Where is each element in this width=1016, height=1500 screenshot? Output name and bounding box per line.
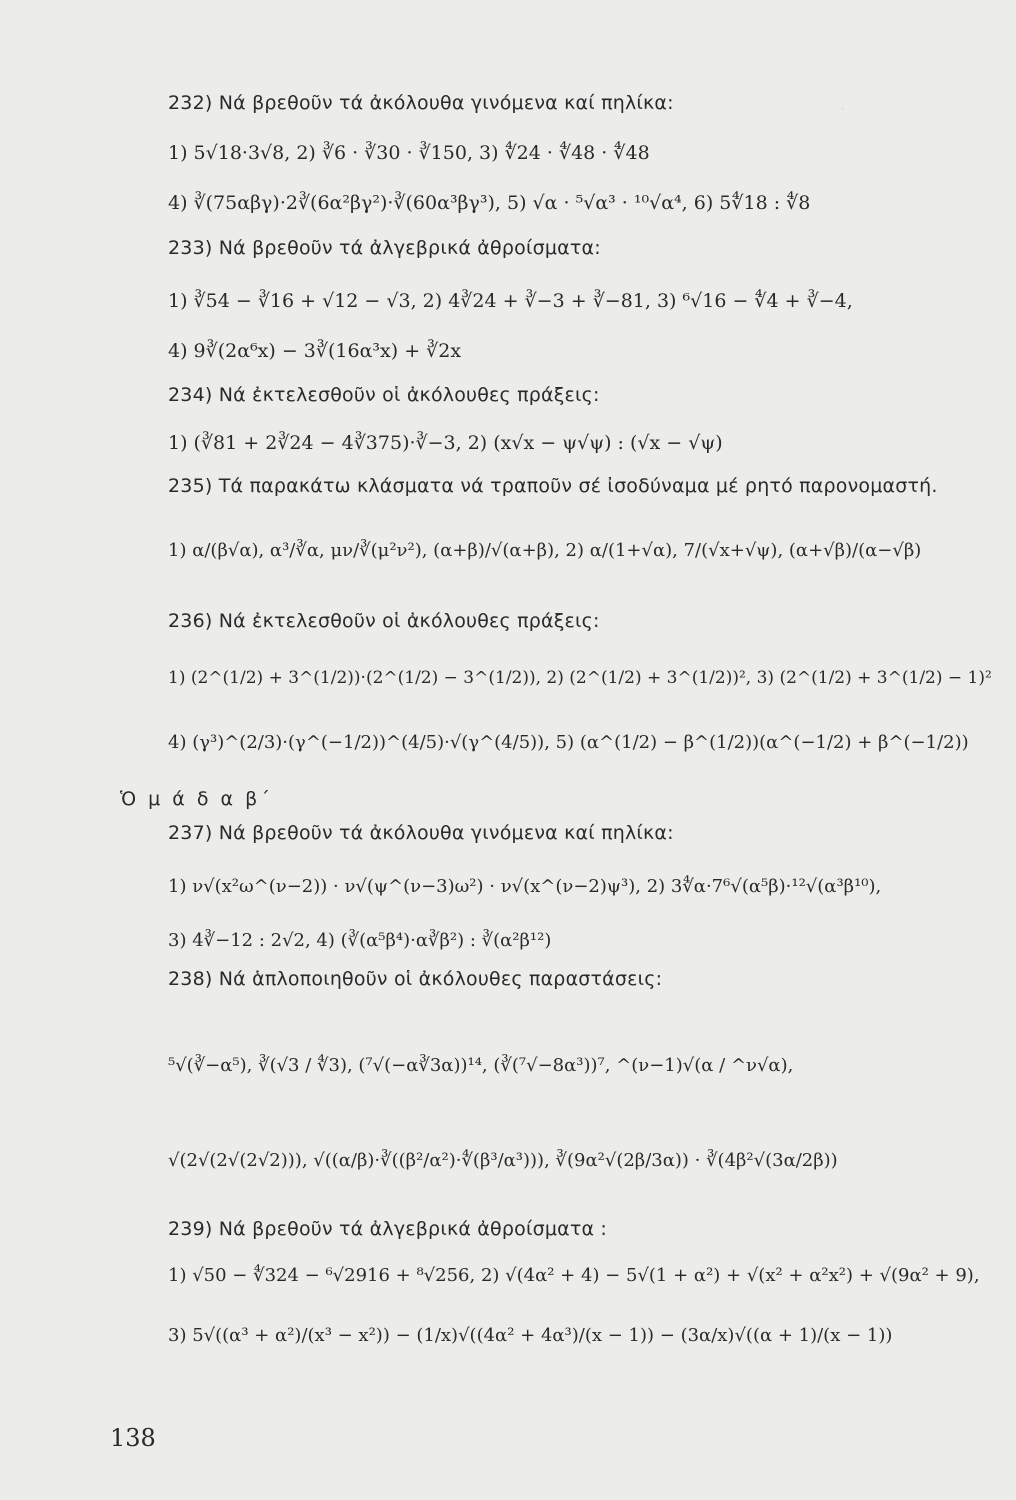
page-number: 138: [110, 1424, 156, 1452]
exercise-233-line-1: 1) ∛54 − ∛16 + √12 − √3, 2) 4∛24 + ∛−3 + ∛−81, 3) ⁶√16 − ∜4 + ∛−4,: [168, 290, 853, 312]
exercise-237-line-1: 1) ν√(x²ω^(ν−2)) · ν√(ψ^(ν−3)ω²) · ν√(x^(ν−2)ψ³), 2) 3∜α·7⁶√(α⁵β)·¹²√(α³β¹⁰),: [168, 876, 882, 897]
exercise-232-heading: 232) Νά βρεθοῦν τά ἀκόλουθα γινόμενα καί πηλίκα:: [168, 92, 674, 114]
exercise-239-line-1: 1) √50 − ∜324 − ⁶√2916 + ⁸√256, 2) √(4α² + 4) − 5√(1 + α²) + √(x² + α²x²) + √(9α² + 9),: [168, 1265, 980, 1286]
exercise-236-heading: 236) Νά ἐκτελεσθοῦν οἱ ἀκόλουθες πράξεις:: [168, 610, 600, 632]
exercise-239-line-2: 3) 5√((α³ + α²)/(x³ − x²)) − (1/x)√((4α² + 4α³)/(x − 1)) − (3α/x)√((α + 1)/(x − 1)): [168, 1325, 893, 1346]
exercise-235-line-1: 1) α/(β√α), α³/∛α, μν/∛(μ²ν²), (α+β)/√(α+β), 2) α/(1+√α), 7/(√x+√ψ), (α+√β)/(α−√β): [168, 540, 922, 561]
exercise-237-heading: 237) Νά βρεθοῦν τά ἀκόλουθα γινόμενα καί πηλίκα:: [168, 822, 674, 844]
exercise-238-line-1: ⁵√(∛−α⁵), ∛(√3 / ∜3), (⁷√(−α∛3α))¹⁴, (∛(⁷√−8α³))⁷, ^(ν−1)√(α / ^ν√α),: [168, 1055, 794, 1076]
exercise-233-heading: 233) Νά βρεθοῦν τά ἀλγεβρικά ἀθροίσματα:: [168, 237, 601, 259]
exercise-232-line-2: 4) ∛(75αβγ)·2∛(6α²βγ²)·∛(60α³βγ³), 5) √α · ⁵√α³ · ¹⁰√α⁴, 6) 5∜18 : ∜8: [168, 192, 811, 214]
exercise-232-line-1: 1) 5√18·3√8, 2) ∛6 · ∛30 · ∛150, 3) ∜24 · ∜48 · ∜48: [168, 142, 650, 164]
exercise-234-line-1: 1) (∛81 + 2∛24 − 4∛375)·∛−3, 2) (x√x − ψ√ψ) : (√x − √ψ): [168, 432, 723, 454]
exercise-239-heading: 239) Νά βρεθοῦν τά ἀλγεβρικά ἀθροίσματα :: [168, 1218, 608, 1240]
exercise-236-line-2: 4) (γ³)^(2/3)·(γ^(−1/2))^(4/5)·√(γ^(4/5)), 5) (α^(1/2) − β^(1/2))(α^(−1/2) + β^(−1/2)): [168, 732, 969, 753]
bleed-through-background: ·: [840, 100, 846, 120]
group-b-title: Ὁ μ ά δ α β΄: [120, 788, 273, 810]
exercise-236-line-1: 1) (2^(1/2) + 3^(1/2))·(2^(1/2) − 3^(1/2)), 2) (2^(1/2) + 3^(1/2))², 3) (2^(1/2) + 3^(1/2) − 1)²: [168, 668, 992, 688]
exercise-238-heading: 238) Νά ἁπλοποιηθοῦν οἱ ἀκόλουθες παραστάσεις:: [168, 968, 663, 990]
exercise-237-line-2: 3) 4∛−12 : 2√2, 4) (∛(α⁵β⁴)·α∛β²) : ∛(α²β¹²): [168, 930, 552, 951]
exercise-233-line-2: 4) 9∛(2α⁶x) − 3∛(16α³x) + ∛2x: [168, 340, 462, 362]
exercise-238-line-2: √(2√(2√(2√2))), √((α/β)·∛((β²/α²)·∜(β³/α³))), ∛(9α²√(2β/3α)) · ∛(4β²√(3α/2β)): [168, 1150, 838, 1171]
exercise-235-heading: 235) Τά παρακάτω κλάσματα νά τραποῦν σέ ἰσοδύναμα μέ ρητό παρονομαστή.: [168, 475, 938, 497]
exercise-234-heading: 234) Νά ἐκτελεσθοῦν οἱ ἀκόλουθες πράξεις:: [168, 384, 600, 406]
